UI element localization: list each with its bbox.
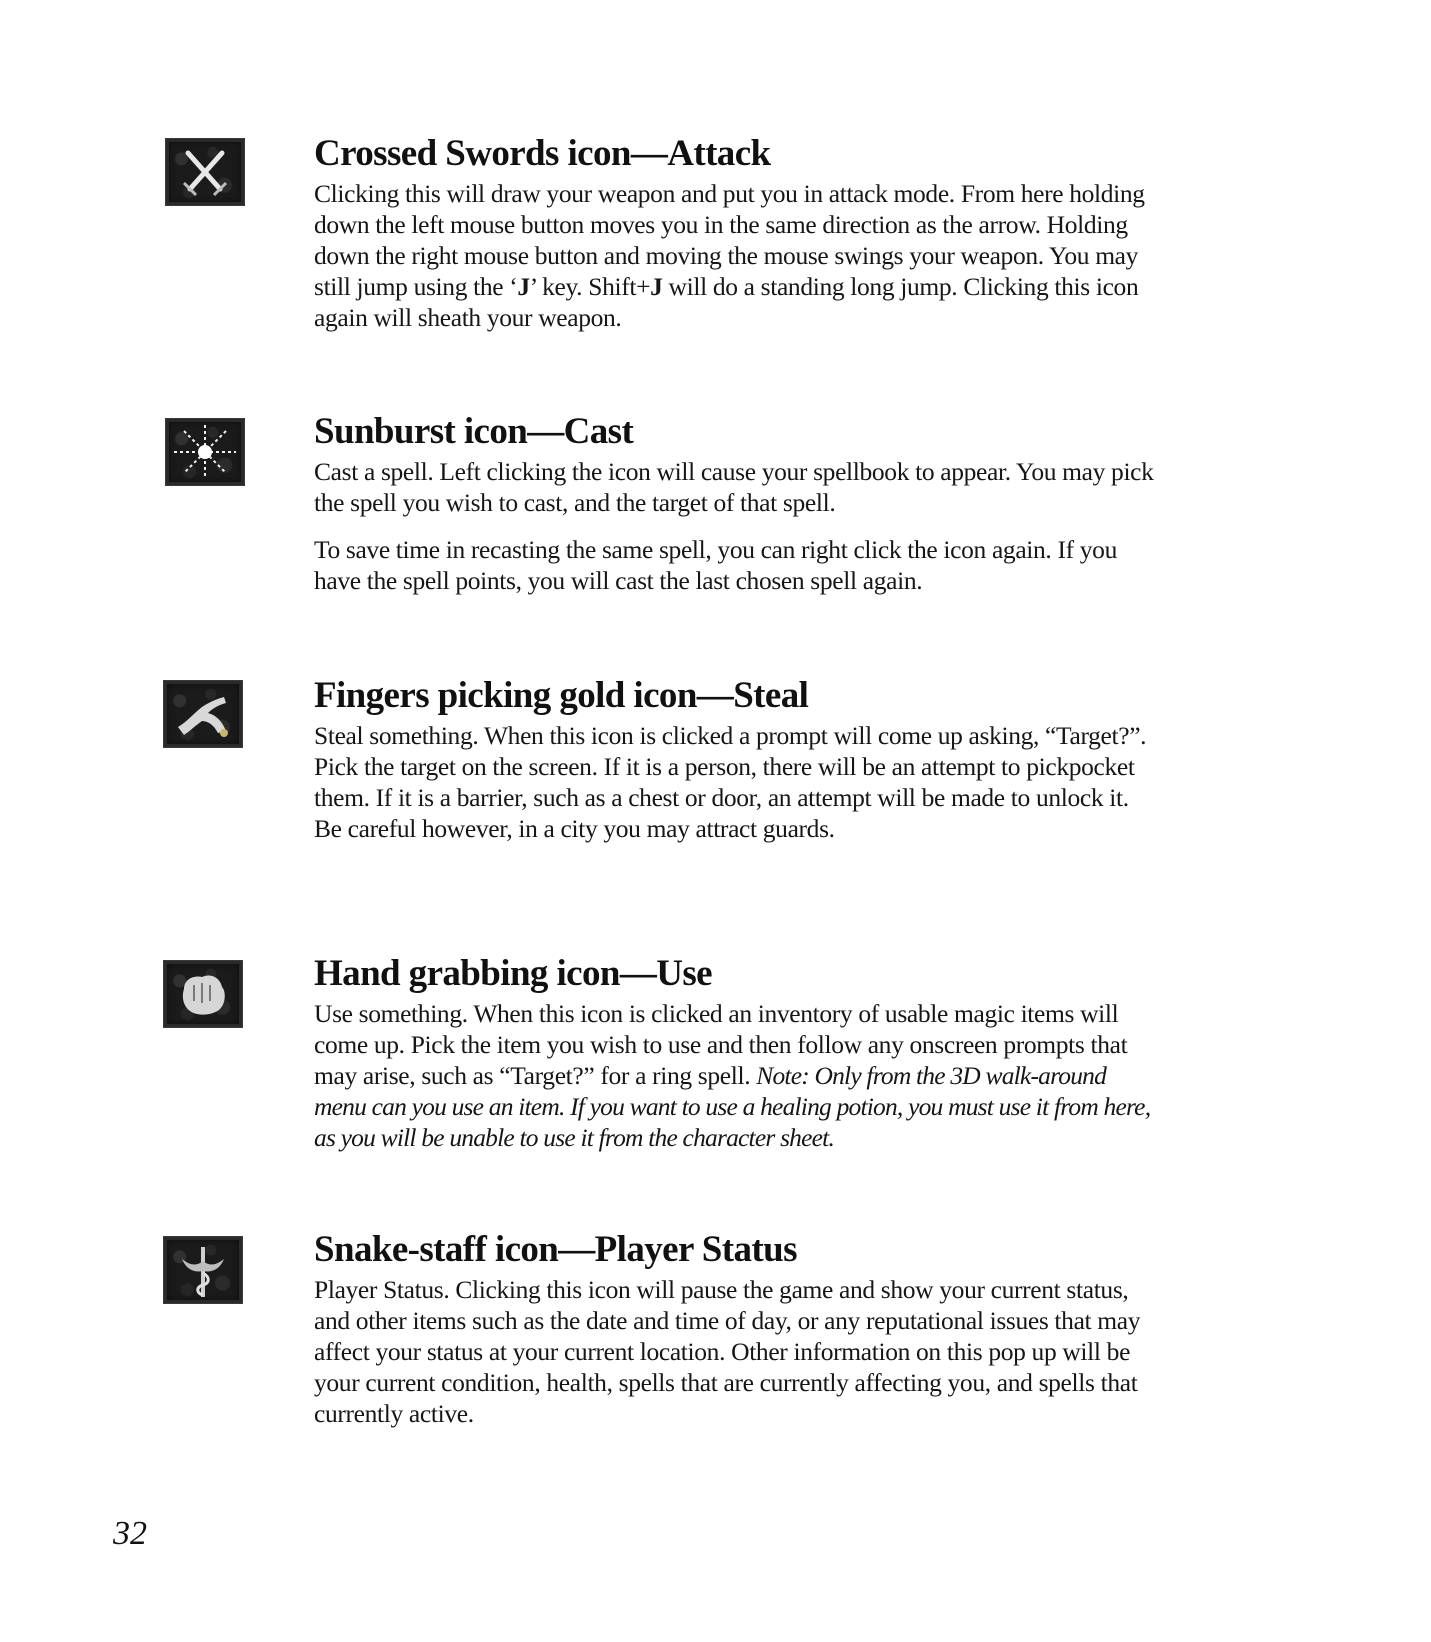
entry-title: Fingers picking gold icon—Steal bbox=[314, 675, 809, 716]
entry-paragraph: Steal something. When this icon is clicked a prompt will come up asking, “Target?”. Pick the target on the screen. If it is a person, there will be an attempt to pickpocket them. If it is a barrier, such as a chest or door, an attempt will be made to unlock it. Be careful however, in a city you may attract guards. bbox=[314, 721, 1147, 843]
entry-title: Sunburst icon—Cast bbox=[314, 411, 634, 452]
snake-staff-icon bbox=[163, 1236, 243, 1304]
entry-paragraph: Player Status. Clicking this icon will pause the game and show your current status, and other items such as the date and time of day, or any reputational issues that may affect your status at your current location. Other information on this pop up will be your current condition, health, spells that are currently affecting you, and spells that currently active. bbox=[314, 1275, 1141, 1428]
entry-paragraph bbox=[314, 178, 1154, 333]
text-run: Clicking this will draw your weapon and put you in attack mode. From here holding down the left mouse button moves you in the same direction as the arrow. Holding down the right mouse button and moving the mouse swings your weapon. You may still jump using the ‘ bbox=[314, 179, 1145, 301]
sunburst-icon bbox=[165, 418, 245, 486]
page-number: 32 bbox=[113, 1515, 147, 1552]
entry-title: Hand grabbing icon—Use bbox=[314, 953, 712, 994]
crossed-swords-icon bbox=[165, 138, 245, 206]
note-text: Note: Only from the 3D walk-around menu can you use an item. If you want to use a healing potion, you must use it from here, as you will be unable to use it from the character sheet. bbox=[314, 1061, 1151, 1152]
entry-paragraph bbox=[314, 998, 1154, 1153]
text-run: Use something. When this icon is clicked an inventory of usable magic items will come up. Pick the item you wish to use and then follow any onscreen prompts that may arise, such as “Target?” for a ring spell. bbox=[314, 999, 1128, 1090]
fingers-picking-gold-icon bbox=[163, 680, 243, 748]
entry-title: Crossed Swords icon—Attack bbox=[314, 133, 771, 174]
entry-paragraph: Cast a spell. Left clicking the icon will cause your spellbook to appear. You may pick the spell you wish to cast, and the target of that spell. bbox=[314, 457, 1154, 517]
text-run: will do a standing long jump. Clicking this icon again will sheath your weapon. bbox=[314, 272, 1139, 332]
entry-paragraph: To save time in recasting the same spell, you can right click the icon again. If you have the spell points, you will cast the last chosen spell again. bbox=[314, 535, 1117, 595]
key-j: J bbox=[650, 272, 663, 301]
text-run: ’ key. Shift+ bbox=[529, 272, 651, 301]
entry-title: Snake-staff icon—Player Status bbox=[314, 1229, 797, 1270]
hand-grabbing-icon bbox=[163, 960, 243, 1028]
key-j: J bbox=[517, 272, 530, 301]
